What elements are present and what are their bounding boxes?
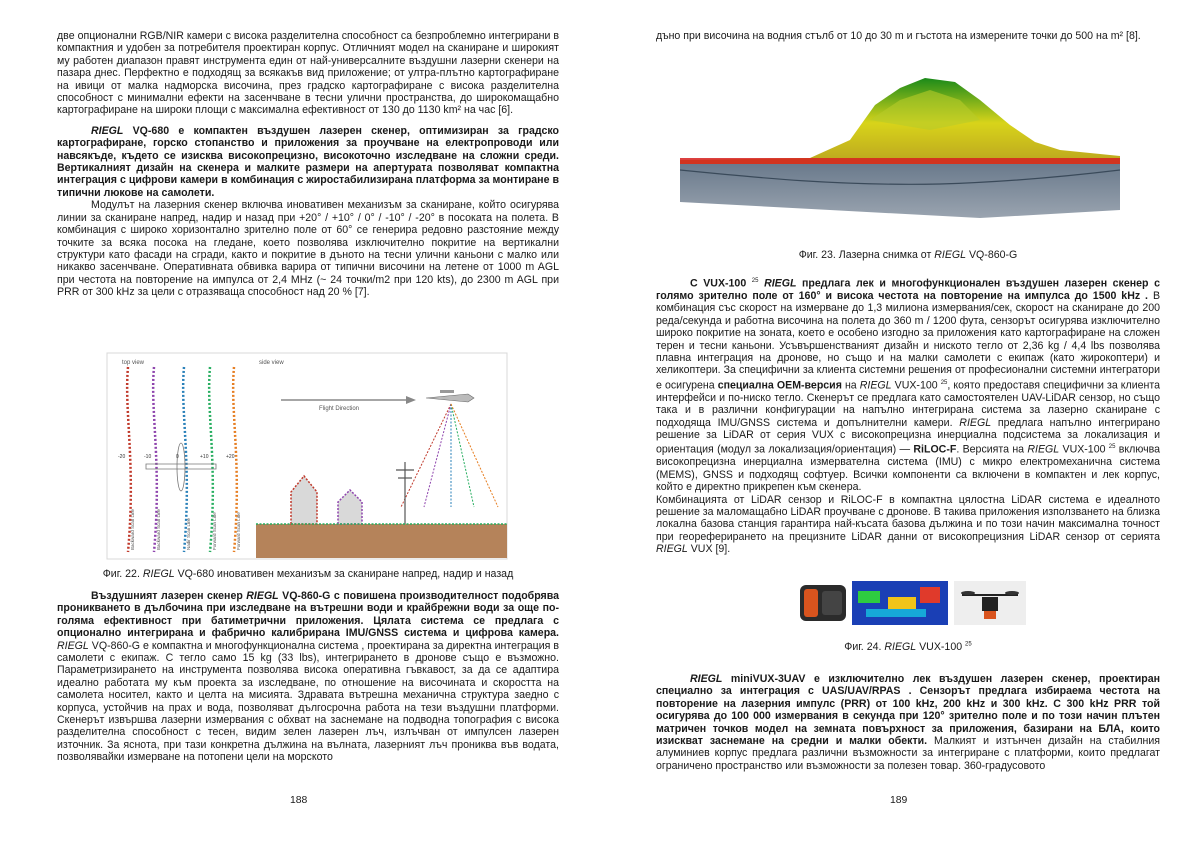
- right-text-block-1: [656, 30, 1160, 42]
- paragraph-vq860g: Въздушният лазерен скенер RIEGL VQ-860-G с повишена производителност подобрява проникването в дълбочина при изследване на вътрешни води и крайбрежни води за още по-голяма ефективност при батиметрични приложения. Цялата система се предлага с опционално интегрирана и фабрично калибрирана IMU/GNSS система и цифрова камера. RIEGL VQ-860-G е компактна и многофункционална система , проектирана за директна интеграция в самолети с екипаж. С тегло само 15 kg (33 lbs), интегрирането в дронове също е възможно. Параметризирането на инструмента позволява висока оперативна гъвкавост, за да се адаптира идеално работата му към проекта за изследване, по отношение на височината и скоростта на самолета носител, както и целта на мисията. Здравата вътрешна механична структура заедно с корпуса, устойчив на прах и вода, позволяват дългосрочна работа на тези въздушни платформи. Скенерът извършва лазерни измервания с обхват на заснемане на подводна топография с висока разделителна способност с тесен, видим зелен лазерен лъч, излъчван от импулсен лазерен източник. За яснота, при тази конкретна дължина на вълната, лазерният лъч прониква във водата, позволявайки измерване на потопени цели на морското: [57, 590, 560, 764]
- scan-mechanism-diagram: [106, 352, 508, 560]
- scan-line-label: Forward Scan Line: [236, 512, 241, 550]
- figure-23-caption: Фиг. 23. Лазерна снимка от RIEGL VQ-860-G: [798, 249, 1018, 261]
- figure-24: [796, 577, 1028, 629]
- page-number-right: 189: [890, 795, 908, 806]
- drone-photo: [954, 581, 1026, 625]
- angle-label: -20: [118, 454, 126, 460]
- figure-22-caption: Фиг. 22. RIEGL VQ-680 иновативен механизъм за сканиране напред, надир и назад: [102, 568, 514, 580]
- angle-label: +10: [200, 454, 209, 460]
- top-view-label: top view: [122, 360, 145, 366]
- paragraph-vq680-summary: RIEGL VQ-680 е компактен въздушен лазерен скенер, оптимизиран за градско картографиране, горско стопанство и приложения за проучване на електропроводи или навсякъде, където се изисква високопрецизно, високоточно изследване на сложни среди. Вертикалният дизайн на скенера и малките размери на апертурата позволяват компактна интеграция с цифрови камери в комбинация с жиростабилизирана платформа за монтиране в типични люкове на самолети.: [57, 124, 559, 199]
- paragraph-vq860g-end: дъно при височина на водния стълб от 10 до 30 m и гъстота на измерените точки до 500 на m² [8].: [656, 30, 1141, 42]
- angle-label: -10: [144, 454, 152, 460]
- scan-line-label: Forward Scan Line: [212, 512, 217, 550]
- figure-23: [680, 60, 1120, 232]
- right-text-block-3: [656, 673, 1160, 772]
- scanner-photo: [800, 585, 846, 621]
- angle-label: 0: [176, 454, 179, 460]
- flight-direction-label: Flight Direction: [319, 406, 360, 412]
- page-number-left: 188: [290, 795, 308, 806]
- left-text-block-2: [57, 590, 559, 764]
- angle-label: +20: [226, 454, 235, 460]
- figure-24-caption: Фиг. 24. RIEGL VUX-100 $^{25}$: [844, 641, 972, 653]
- paragraph-vux100: С VUX-100 $^{25}$ RIEGL предлага лек и многофункционален въздушен лазерен скенер с голямо зрително поле от 160° и висока честота на повторение на импулса до 1500 kHz . В комбинация със скорост на измерване до 1,3 милиона измервания/сек, скорост на сканиране до 200 реда/секунда и работна височина на полета до 360 m / 1200 фута, сензорът осигурява изключително широко покритие на зоната, което е особено изгодно за приложения като картографиране на сложен терен и тесни каньони. Усъвършенстваният дизайн и ниското тегло от 2,36 kg / 4,4 lbs позволява плавна интеграция на дронове, но също и на малки самолети с екипаж (като жирокоптери) и хеликоптери. За специфични за клиента системни решения от професионални системни интегратори е осигурена специална OEM-версия на RIEGL VUX-100 $^{25}$, която предоставя специфични за клиента интерфейси и по-ниско тегло. Скенерът се предлага като самостоятелен UAV-LiDAR сензор, но също така и в различни конфигурации на напълно интегрирана система за лазерно сканиране с подходяща IMU/GNSS система и допълнителни камери. RIEGL предлага напълно интегрирано решение за LiDAR от серия VUX с високопрецизна инерциална подсистема за локализация и ориентация (модул за локализация/ориентация) — RiLOC-F. Версията на RIEGL VUX-100 $^{25}$ включва високопрецизна инерциална измервателна система (IMU) с микро електромеханична система (MEMS), GNSS и подходящ софтуер. Всички компоненти са включени в компактен и лек корпус, който е директно прикрепен към скенера.: [656, 277, 1161, 494]
- scan-line-label: Backward Scan Line: [156, 508, 161, 550]
- right-text-block-2: [656, 275, 1160, 556]
- waterline-points: [680, 158, 1120, 164]
- paragraph-minivux: RIEGL miniVUX-3UAV е изключително лек въздушен лазерен скенер, проектиран специално за интеграция с UAS/UAV/RPAS . Сензорът предлага избираема честота на повторение на лазерния импулс (PRR) от 100 kHz, 200 kHz и 300 kHz. С 300 kHz PRR той осигурява до 100 000 измервания в секунда при 120° зрително поле и по този начин плътен матричен точков модел на земната повърхност за приложения, базирани на БЛА, които изискват заснемане на средни и малки обекти. Малкият и изтънчен дизайн на стабилния алуминиев корпус предлага различни възможности за интегриране с платформи, които предлагат ограничено пространство или възможности за полезен товар. 360-градусовото: [656, 673, 1161, 772]
- scan-data-photo: [852, 581, 948, 625]
- scan-line-label: Nadir Scan Line: [186, 517, 191, 550]
- side-view-label: side view: [259, 360, 284, 366]
- scan-line-label: Backward Scan Line: [130, 508, 135, 550]
- right-page: [600, 0, 1200, 849]
- point-cloud-image: [680, 60, 1120, 232]
- paragraph-vq680-scan: Модулът на лазерния скенер включва иновативен механизъм за сканиране, който осигурява линии за сканиране напред, надир и назад при +20° / +10° / 0° / -10° / -20° в посоката на полета. В комбинация с широко хоризонтално зрително поле от 60° се генерира редовно разстояние между точките за всяка посока на гледане, което позволява изключително покритие на вертикални структури като фасади на сгради, както и покритие в дъното на тесни улични каньони с малко или никакво засенчване. Оперативната обвивка варира от типични височини на летене от 1000 m AGL при честота на повторение на импулса от 2,4 MHz (~ 24 точки/m2 при 120 kts), до 2300 m AGL при PRR от 300 kHz за цели с отразяваща способност над 20 % [7].: [57, 199, 559, 299]
- vux100-images: [796, 577, 1028, 629]
- figure-22: [106, 352, 508, 560]
- paragraph-vq680-intro-end: две опционални RGB/NIR камери с висока разделителна способност са безпроблемно интегрирани в компактния и удобен за потребителя проектиран корпус. Отличният модел на сканиране и широкият му работен диапазон правят инструмента един от най-универсалните въздушни лазерни скенери на пазара днес. Перфектно е подходящ за всякакъв вид приложение; от ултра-плътно картографиране на ивици от малка надморска височина, през градско картографиране с висока разделителна способност с минимални ефекти на засенчване в тесни улични пространства, до широкомащабно картографиране на широки площи с максимална ефективност от 130 до 1130 km² на час [6].: [57, 30, 559, 117]
- paragraph-riloc: Комбинацията от LiDAR сензор и RiLOC-F в компактна цялостна LiDAR система е идеалното решение за маломащабно LiDAR проучване с дронове. В такива приложения използването на близка локална базова станция гарантира най-късата базова дължина и по този начин максимална точност при геореферирането на прецизните LiDAR данни от високопрецизния LiDAR сензор от серията RIEGL VUX [9].: [656, 493, 1160, 556]
- left-text-block-1: [57, 30, 559, 299]
